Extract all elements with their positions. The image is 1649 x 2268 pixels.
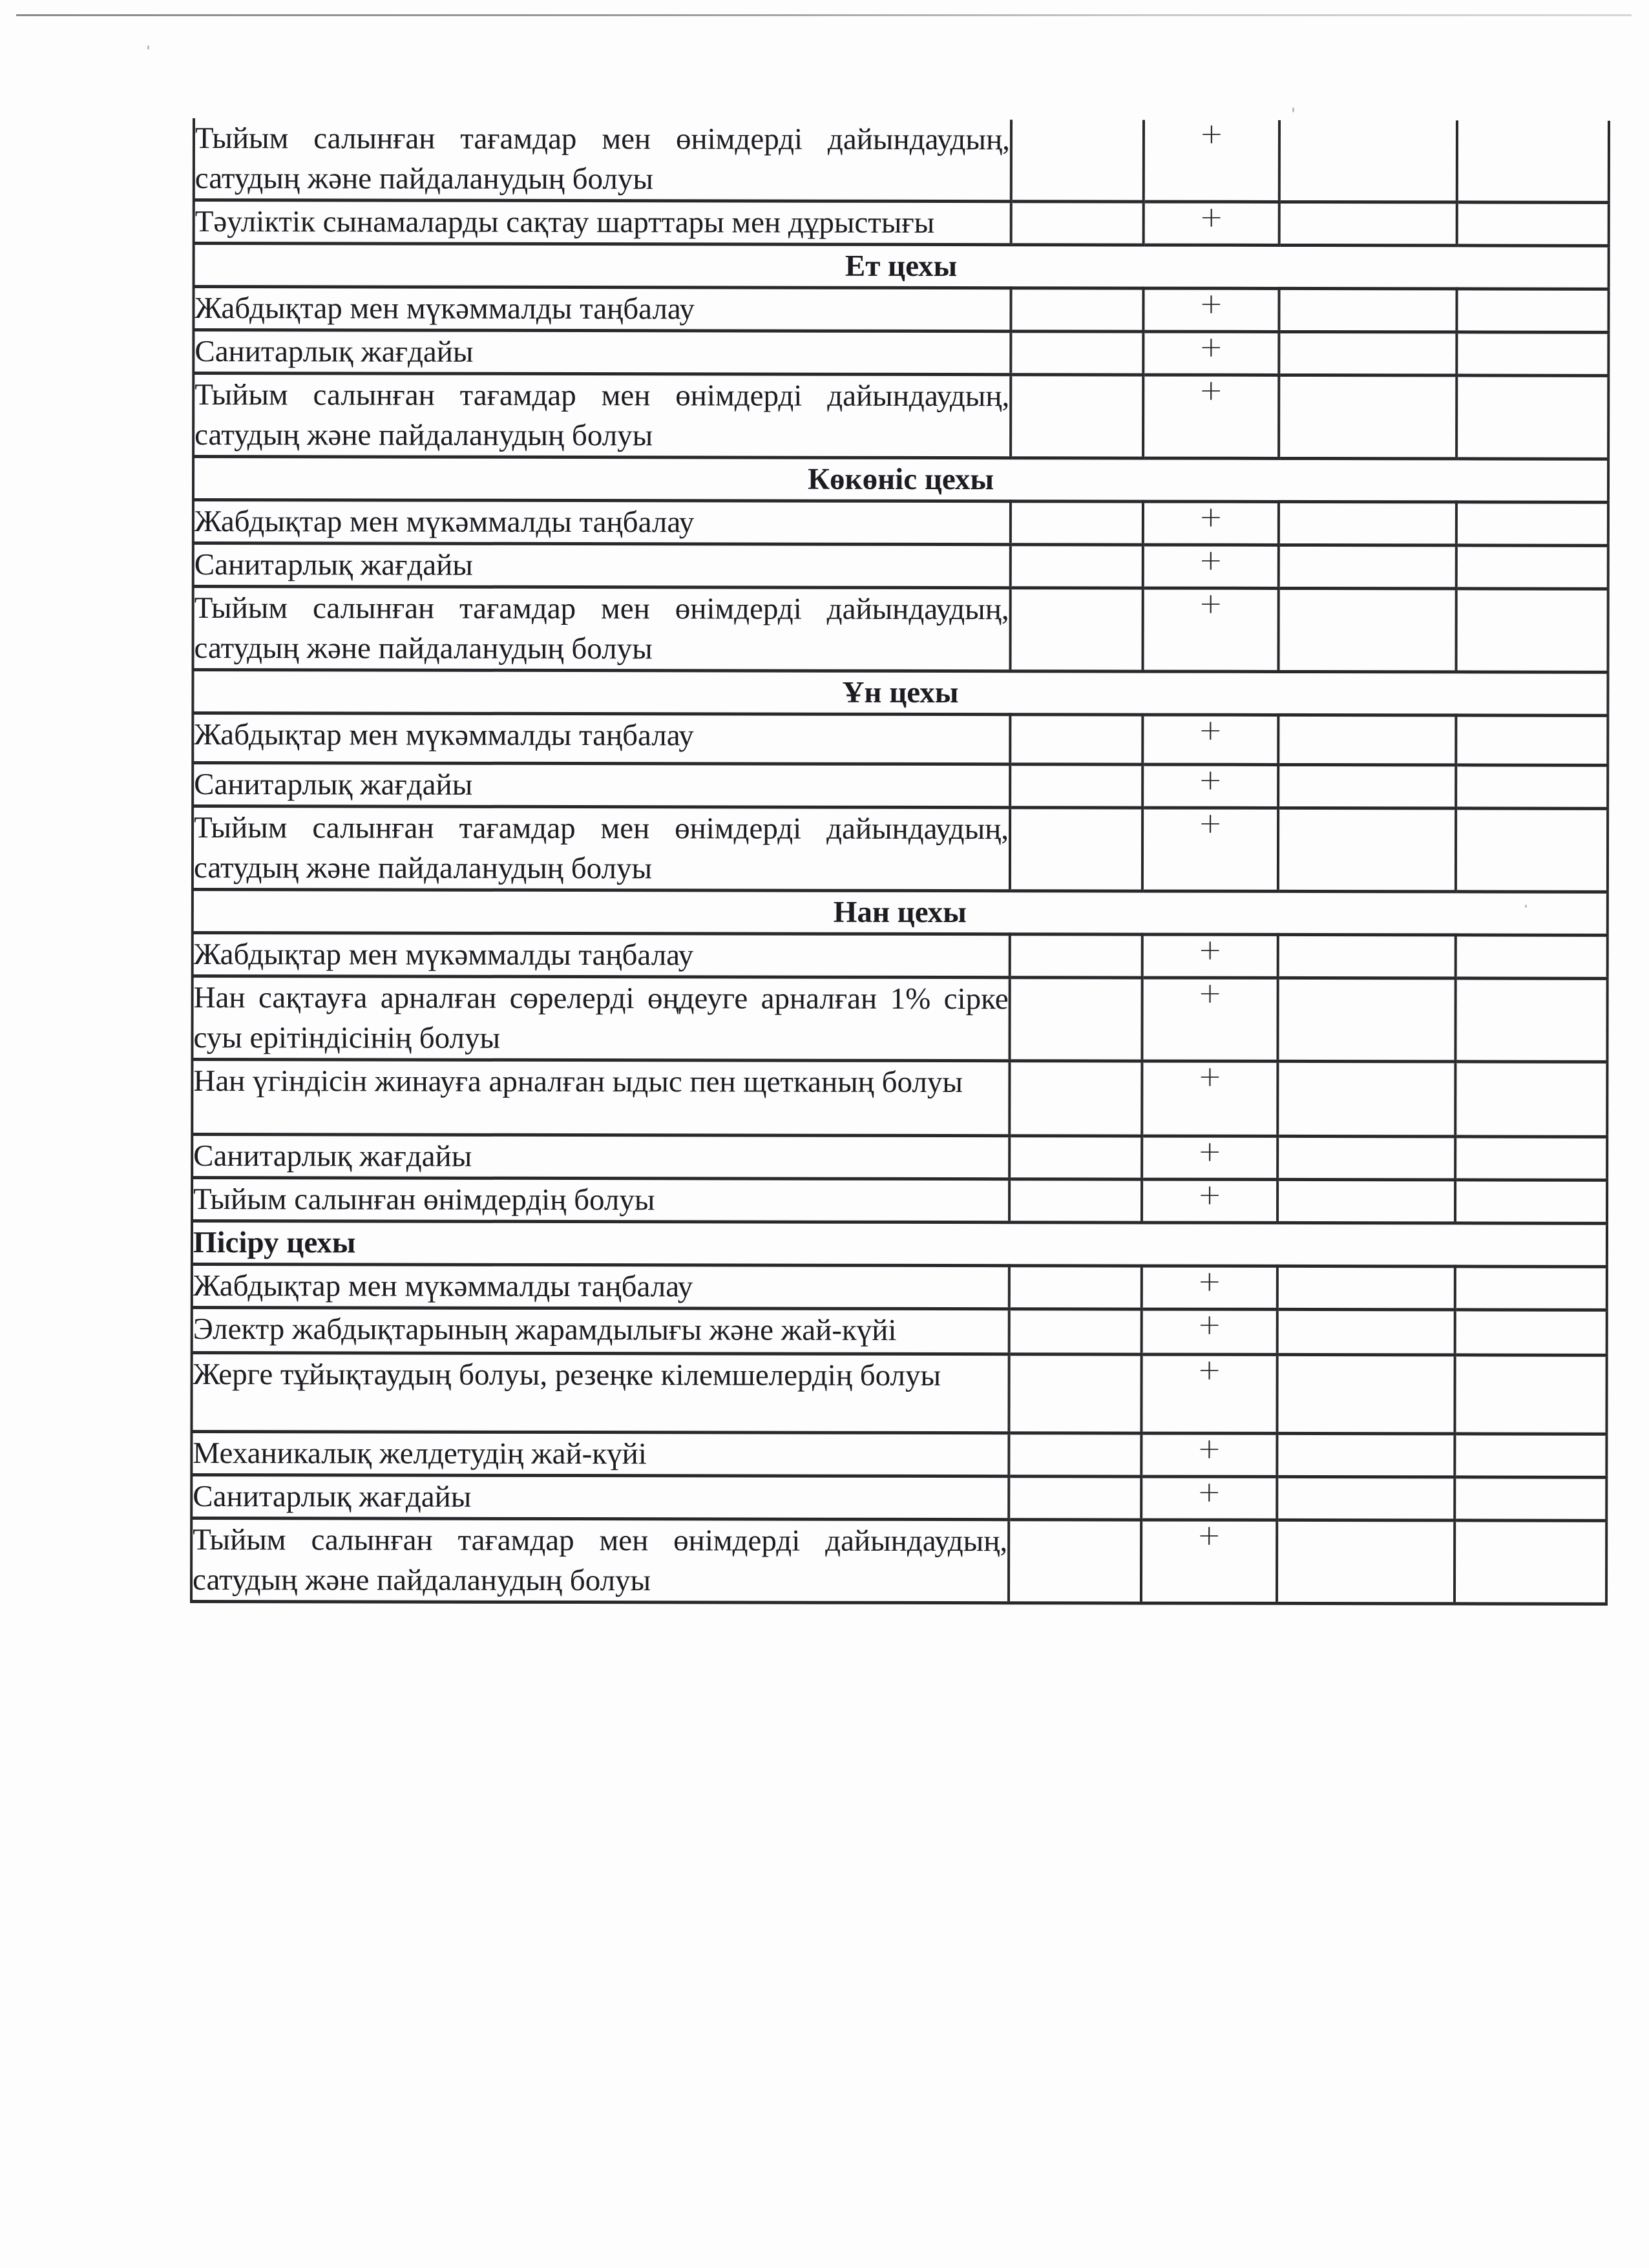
check-mark-cell: + bbox=[1142, 978, 1277, 1061]
check-mark-cell: + bbox=[1143, 501, 1279, 545]
empty-cell-col5 bbox=[1455, 1137, 1607, 1180]
criterion-text: Тыйым салынған тағамдар мен өнімдерді дайындаудың, сатудың және пайдаланудың болуы bbox=[194, 118, 1011, 202]
scan-edge-line bbox=[16, 14, 1632, 16]
checklist-row bbox=[191, 1518, 1606, 1604]
empty-cell-col4 bbox=[1279, 120, 1457, 202]
empty-cell-col2 bbox=[1009, 978, 1142, 1061]
empty-cell-col5 bbox=[1455, 1434, 1606, 1477]
criterion-text: Электр жабдықтарының жарамдылығы және жай-күйі bbox=[192, 1308, 1009, 1354]
empty-cell-col5 bbox=[1455, 1355, 1606, 1434]
empty-cell-col4 bbox=[1279, 331, 1456, 375]
empty-cell-col2 bbox=[1011, 288, 1143, 331]
empty-cell-col2 bbox=[1011, 331, 1143, 375]
criterion-text: Нан сақтауға арналған сөрелерді өңдеуге арналған 1% сірке суы ерітіндісінің болуы bbox=[192, 976, 1009, 1061]
criterion-text: Тыйым салынған тағамдар мен өнімдерді дайындаудың, сатудың және пайдаланудың болуы bbox=[191, 1518, 1009, 1603]
empty-cell-col2 bbox=[1009, 1179, 1142, 1223]
section-header-row bbox=[193, 670, 1608, 716]
empty-cell-col5 bbox=[1455, 1266, 1607, 1310]
check-mark-cell: + bbox=[1143, 545, 1279, 588]
section-header-row bbox=[192, 1221, 1607, 1267]
check-mark-cell: + bbox=[1141, 1433, 1277, 1476]
empty-cell-col5 bbox=[1457, 202, 1609, 246]
empty-cell-col5 bbox=[1456, 502, 1608, 545]
empty-cell-col2 bbox=[1009, 1309, 1142, 1354]
check-mark-cell: + bbox=[1142, 764, 1278, 808]
checklist-row bbox=[192, 1308, 1607, 1356]
criterion-text: Механикалық желдетудің жай-күйі bbox=[191, 1432, 1009, 1476]
checklist-row bbox=[193, 806, 1608, 892]
criterion-text: Санитарлық жағдайы bbox=[193, 763, 1010, 808]
check-mark-cell: + bbox=[1143, 588, 1279, 671]
section-title: Нан цехы bbox=[193, 890, 1608, 936]
empty-cell-col5 bbox=[1456, 332, 1608, 375]
checklist-row bbox=[192, 1178, 1607, 1224]
check-mark-cell: + bbox=[1144, 202, 1279, 245]
criterion-text: Тәуліктік сынамаларды сақтау шарттары мен дұрыстығы bbox=[194, 200, 1011, 245]
scan-speck bbox=[1292, 107, 1294, 112]
empty-cell-col4 bbox=[1277, 1266, 1455, 1309]
empty-cell-col5 bbox=[1456, 808, 1608, 892]
empty-cell-col5 bbox=[1456, 289, 1608, 332]
section-title: Пісіру цехы bbox=[192, 1221, 1607, 1267]
empty-cell-col4 bbox=[1277, 1520, 1455, 1603]
scan-speck bbox=[147, 45, 149, 50]
criterion-text: Санитарлық жағдайы bbox=[193, 543, 1011, 588]
empty-cell-col2 bbox=[1011, 588, 1143, 671]
checklist-row bbox=[194, 118, 1609, 202]
section-title: Көкөніс цехы bbox=[193, 457, 1608, 503]
checklist-row bbox=[193, 287, 1608, 333]
section-header-row bbox=[194, 244, 1609, 289]
checklist-row bbox=[193, 713, 1608, 766]
empty-cell-col5 bbox=[1457, 120, 1609, 202]
check-mark-cell: + bbox=[1141, 1354, 1277, 1433]
empty-cell-col4 bbox=[1278, 934, 1456, 978]
empty-cell-col4 bbox=[1277, 1136, 1455, 1179]
empty-cell-col2 bbox=[1009, 1061, 1142, 1136]
empty-cell-col2 bbox=[1010, 934, 1142, 978]
checklist-row bbox=[193, 543, 1608, 589]
empty-cell-col4 bbox=[1277, 1354, 1455, 1433]
check-mark-cell: + bbox=[1142, 715, 1278, 764]
section-header-row bbox=[193, 457, 1608, 503]
empty-cell-col5 bbox=[1456, 589, 1608, 672]
empty-cell-col5 bbox=[1456, 375, 1608, 459]
empty-cell-col4 bbox=[1278, 715, 1456, 764]
check-mark-cell: + bbox=[1143, 331, 1279, 375]
empty-cell-col4 bbox=[1277, 1433, 1455, 1476]
empty-cell-col4 bbox=[1279, 202, 1457, 245]
empty-cell-col5 bbox=[1455, 978, 1607, 1062]
empty-cell-col4 bbox=[1279, 545, 1456, 588]
empty-cell-col2 bbox=[1011, 501, 1143, 545]
empty-cell-col2 bbox=[1009, 1354, 1141, 1433]
empty-cell-col5 bbox=[1456, 715, 1608, 765]
checklist-row bbox=[191, 1432, 1606, 1478]
section-title: Ет цехы bbox=[194, 244, 1609, 289]
criterion-text: Санитарлық жағдайы bbox=[191, 1475, 1009, 1520]
empty-cell-col5 bbox=[1455, 1520, 1606, 1604]
check-mark-cell: + bbox=[1141, 1520, 1277, 1603]
empty-cell-col5 bbox=[1455, 1062, 1607, 1137]
criterion-text: Тыйым салынған тағамдар мен өнімдерді дайындаудың, сатудың және пайдаланудың болуы bbox=[193, 587, 1011, 671]
empty-cell-col5 bbox=[1456, 545, 1608, 589]
empty-cell-col4 bbox=[1277, 1309, 1455, 1354]
checklist-row bbox=[193, 373, 1608, 459]
checklist-row bbox=[191, 1353, 1606, 1434]
criterion-text: Тыйым салынған тағамдар мен өнімдерді дайындаудың, сатудың және пайдаланудың болуы bbox=[193, 373, 1011, 458]
checklist-row bbox=[193, 933, 1608, 979]
criterion-text: Санитарлық жағдайы bbox=[193, 330, 1011, 375]
criterion-text: Жабдықтар мен мүкәммалды таңбалау bbox=[193, 933, 1010, 978]
empty-cell-col5 bbox=[1456, 935, 1608, 978]
check-mark-cell: + bbox=[1143, 288, 1279, 331]
empty-cell-col2 bbox=[1009, 1266, 1142, 1309]
empty-cell-col4 bbox=[1279, 501, 1456, 545]
checklist-row bbox=[192, 976, 1607, 1062]
empty-cell-col2 bbox=[1010, 808, 1142, 891]
empty-cell-col4 bbox=[1279, 588, 1456, 671]
empty-cell-col2 bbox=[1010, 715, 1142, 764]
criterion-text: Нан үгіндісін жинауға арналған ыдыс пен щетканың болуы bbox=[192, 1060, 1009, 1136]
criterion-text: Жерге тұйықтаудың болуы, резеңке кілемшелердің болуы bbox=[191, 1353, 1009, 1433]
check-mark-cell: + bbox=[1142, 1179, 1277, 1223]
empty-cell-col2 bbox=[1011, 120, 1144, 202]
criterion-text: Жабдықтар мен мүкәммалды таңбалау bbox=[193, 287, 1011, 331]
section-header-row bbox=[193, 890, 1608, 936]
empty-cell-col2 bbox=[1010, 764, 1142, 808]
empty-cell-col2 bbox=[1009, 1520, 1141, 1603]
check-mark-cell: + bbox=[1142, 1266, 1277, 1309]
empty-cell-col4 bbox=[1277, 1061, 1455, 1136]
criterion-text: Жабдықтар мен мүкәммалды таңбалау bbox=[193, 500, 1011, 545]
empty-cell-col4 bbox=[1278, 808, 1456, 891]
checklist-row bbox=[192, 1265, 1607, 1310]
checklist-row bbox=[193, 330, 1608, 376]
empty-cell-col4 bbox=[1277, 1179, 1455, 1223]
check-mark-cell: + bbox=[1143, 375, 1279, 458]
empty-cell-col5 bbox=[1456, 765, 1608, 808]
checklist-row bbox=[193, 500, 1608, 546]
empty-cell-col2 bbox=[1011, 202, 1144, 245]
empty-cell-col5 bbox=[1455, 1477, 1606, 1520]
empty-cell-col5 bbox=[1455, 1180, 1607, 1223]
checklist-row bbox=[193, 763, 1608, 809]
empty-cell-col2 bbox=[1009, 1136, 1142, 1179]
checklist-page bbox=[190, 118, 1608, 1606]
empty-cell-col4 bbox=[1279, 375, 1456, 458]
empty-cell-col4 bbox=[1277, 1476, 1455, 1520]
check-mark-cell: + bbox=[1141, 1476, 1277, 1520]
checklist-row bbox=[192, 1060, 1607, 1137]
empty-cell-col2 bbox=[1009, 1433, 1141, 1476]
check-mark-cell: + bbox=[1144, 120, 1279, 202]
empty-cell-col4 bbox=[1279, 288, 1456, 331]
inspection-checklist-table bbox=[190, 118, 1610, 1606]
checklist-row bbox=[193, 587, 1608, 673]
empty-cell-col4 bbox=[1277, 978, 1455, 1061]
check-mark-cell: + bbox=[1142, 808, 1278, 891]
criterion-text: Жабдықтар мен мүкәммалды таңбалау bbox=[192, 1265, 1009, 1309]
criterion-text: Жабдықтар мен мүкәммалды таңбалау bbox=[193, 713, 1010, 764]
criterion-text: Тыйым салынған тағамдар мен өнімдерді дайындаудың, сатудың және пайдаланудың болуы bbox=[193, 806, 1010, 891]
criterion-text: Санитарлық жағдайы bbox=[192, 1135, 1009, 1179]
check-mark-cell: + bbox=[1142, 1061, 1277, 1136]
checklist-table-body bbox=[191, 118, 1609, 1604]
checklist-row bbox=[192, 1135, 1607, 1181]
section-title: Ұн цехы bbox=[193, 670, 1608, 716]
empty-cell-col2 bbox=[1009, 1476, 1141, 1520]
empty-cell-col5 bbox=[1455, 1310, 1607, 1355]
checklist-row bbox=[191, 1475, 1606, 1521]
empty-cell-col4 bbox=[1278, 764, 1456, 808]
checklist-row bbox=[194, 200, 1609, 246]
check-mark-cell: + bbox=[1142, 1309, 1277, 1354]
empty-cell-col2 bbox=[1011, 545, 1143, 588]
check-mark-cell: + bbox=[1142, 1136, 1277, 1179]
check-mark-cell: + bbox=[1142, 934, 1278, 978]
criterion-text: Тыйым салынған өнімдердің болуы bbox=[192, 1178, 1009, 1223]
empty-cell-col2 bbox=[1011, 375, 1143, 458]
